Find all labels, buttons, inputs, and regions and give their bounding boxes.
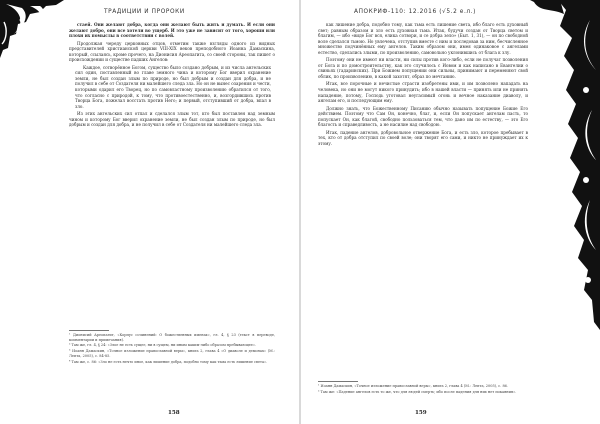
right-footnote-rule [318,381,358,382]
right-paragraph: Итак, все порочные и нечистые страсти изобретены ими, и им позволено нападать на человека, но они не могут никого принудить; ибо в нашей власти — принять или не принять нападение, потому, Господь уготовал неугасимый огонь и вечное наказание диаволу, и ангелам его, и последующим ему. [318,81,528,104]
left-body-text [69,22,275,322]
footnote: ⁴ Там же, с. 86: «Зло не есть нечто иное, как лишение добра, подобно тому как тьма есть лишение света». [69,359,268,364]
left-page-number: 158 [168,410,180,416]
left-paragraph: Из этих ангельских сил отпал и сделался злым тот, кто был поставлен над земным чином и которому Бог вверил охранение земли, не был создан злым по природе, но был добрым и создан для добра, и не получил в себе от Создателя ни малейшего следа зла. [69,111,275,128]
right-ornament-icon [530,0,600,330]
left-paragraph: Каждое, сотворённое Богом, существо было создано добрым, и из числа ангельских сил один, поставленный во главе земного чина и которому Бог вверил охранение земли, не был создан злым по природе, но был добрым и создан для добра, и не получил в себе от Создателя ни малейшего следа зла. Но он не вынес озарения и чести, которыми одарил его Творец, но по самовластному произволению обратился от того, что согласно с природой, к тому, что противоестественно, и, возгордившись против Творца Бога, пожелал восстать против Него; и первый, отступивший от добра, впал в зло. [75,64,271,109]
right-paragraph: Должно знать, что Божественному Писанию обычно называть попущение Божие Его действием. Поэтому что Сам Он, конечно, благ, и, если Он попускает ангелам пасть, то попускает Он, как благой, свободно пользоваться тем, что дано им по естеству, — это Его благость и справедливость, а не насилие над свободою. [318,105,528,128]
right-body-text [318,22,528,377]
footnote: ¹ Иоанн Дамаскин, «Точное изложение православной веры», книга 2, глава 4 (М.: Лепта, 2005), с. 86. [318,384,509,388]
right-paragraph: Поэтому они не имеют ни власти, ни силы против кого-либо, если не получат позволения от Бога и по домостроительству, как это случилось с Иовом и как написано в Евангелии о свиньях (гадаринских). При Божием попущении они сильны, принимают и переменяют свой облик, по произволению, в какой захотят, образ по мечтанию. [318,57,528,79]
right-footnotes [318,384,528,406]
left-running-head: ТРАДИЦИИ И ПРОРОКИ [104,9,185,15]
left-corner-ornament-icon [0,0,64,58]
right-page-number: 159 [415,410,427,416]
left-footnotes [69,333,275,403]
footnote: ² Там же: «Падение ангелов есть то же, что для людей смерть; ибо после падения для них нет покаяния». [318,389,517,394]
left-paragraph: стаей. Они желают добра, когда они желают быть жить и думать. И если они желают добро, они все хотели во ущерб. И это уже не зависит от того, хороши или плохи их помыслы в соответствии с волей. [69,22,275,39]
left-footnote-rule [69,330,109,331]
right-paragraph: Итак, падение ангелов, добровольное отвержение Бога, и есть зло, которое пребывает в тех, кто от добра отступил по своей воле; они творят его сами, и никто не принуждает их к этому. [318,129,528,146]
footnote: ² Там же, гл. 4, § 24: «Злое не есть сущее, ни в сущем, ни иным каким-либо образом пребывающее». [69,343,257,348]
footnote: ³ Иоанн Дамаскин, «Точное изложение православной веры», книга 2, глава 4 «О диаволе и демонах» (М.: Лепта, 2005), с. 84-85. [69,349,275,358]
left-paragraph: Продолжая череду церковных отцов, отметим также взгляды одного из видных представителей христианской церкви VIII-XIX веков преподобного Иоанна Дамаскина, который, ссылаясь, кроме прочего, на Дионисия Ареопагита, со своей стороны, так пишет о происхождении и существе падших Ангелов: [69,40,275,63]
right-page [300,0,600,424]
right-running-head: АПОКРИФ-110: 12.2016 (√5.2 е.л.) [354,9,477,15]
footnote: ¹ Дионисий Ареопагит, «Корпус сочинений: О божественных именах», гл. 4, § 23 (текст в переводе, комментарии и примечания). [69,333,275,342]
right-paragraph: как лишение добра, подобно тому, как тьма есть лишение света, ибо благо есть духовный свет; равным образом и зло есть духовная тьма. Итак, будучи создан от Творца светом и благим, — ибо «виде Бог вся, елика сотвори, и се добра зело» (Быт. 1, 31), — он по свободной воле сделался тьмою. Но увлечена, отступив вместе с ним и последовав за ним, бесчисленное множество подчинённых ему ангелов. Таким образом они, имея одинаковое с ангелами естество, сделались злыми, по произволению, самовольно уклонившись от блага к злу. [318,22,528,55]
